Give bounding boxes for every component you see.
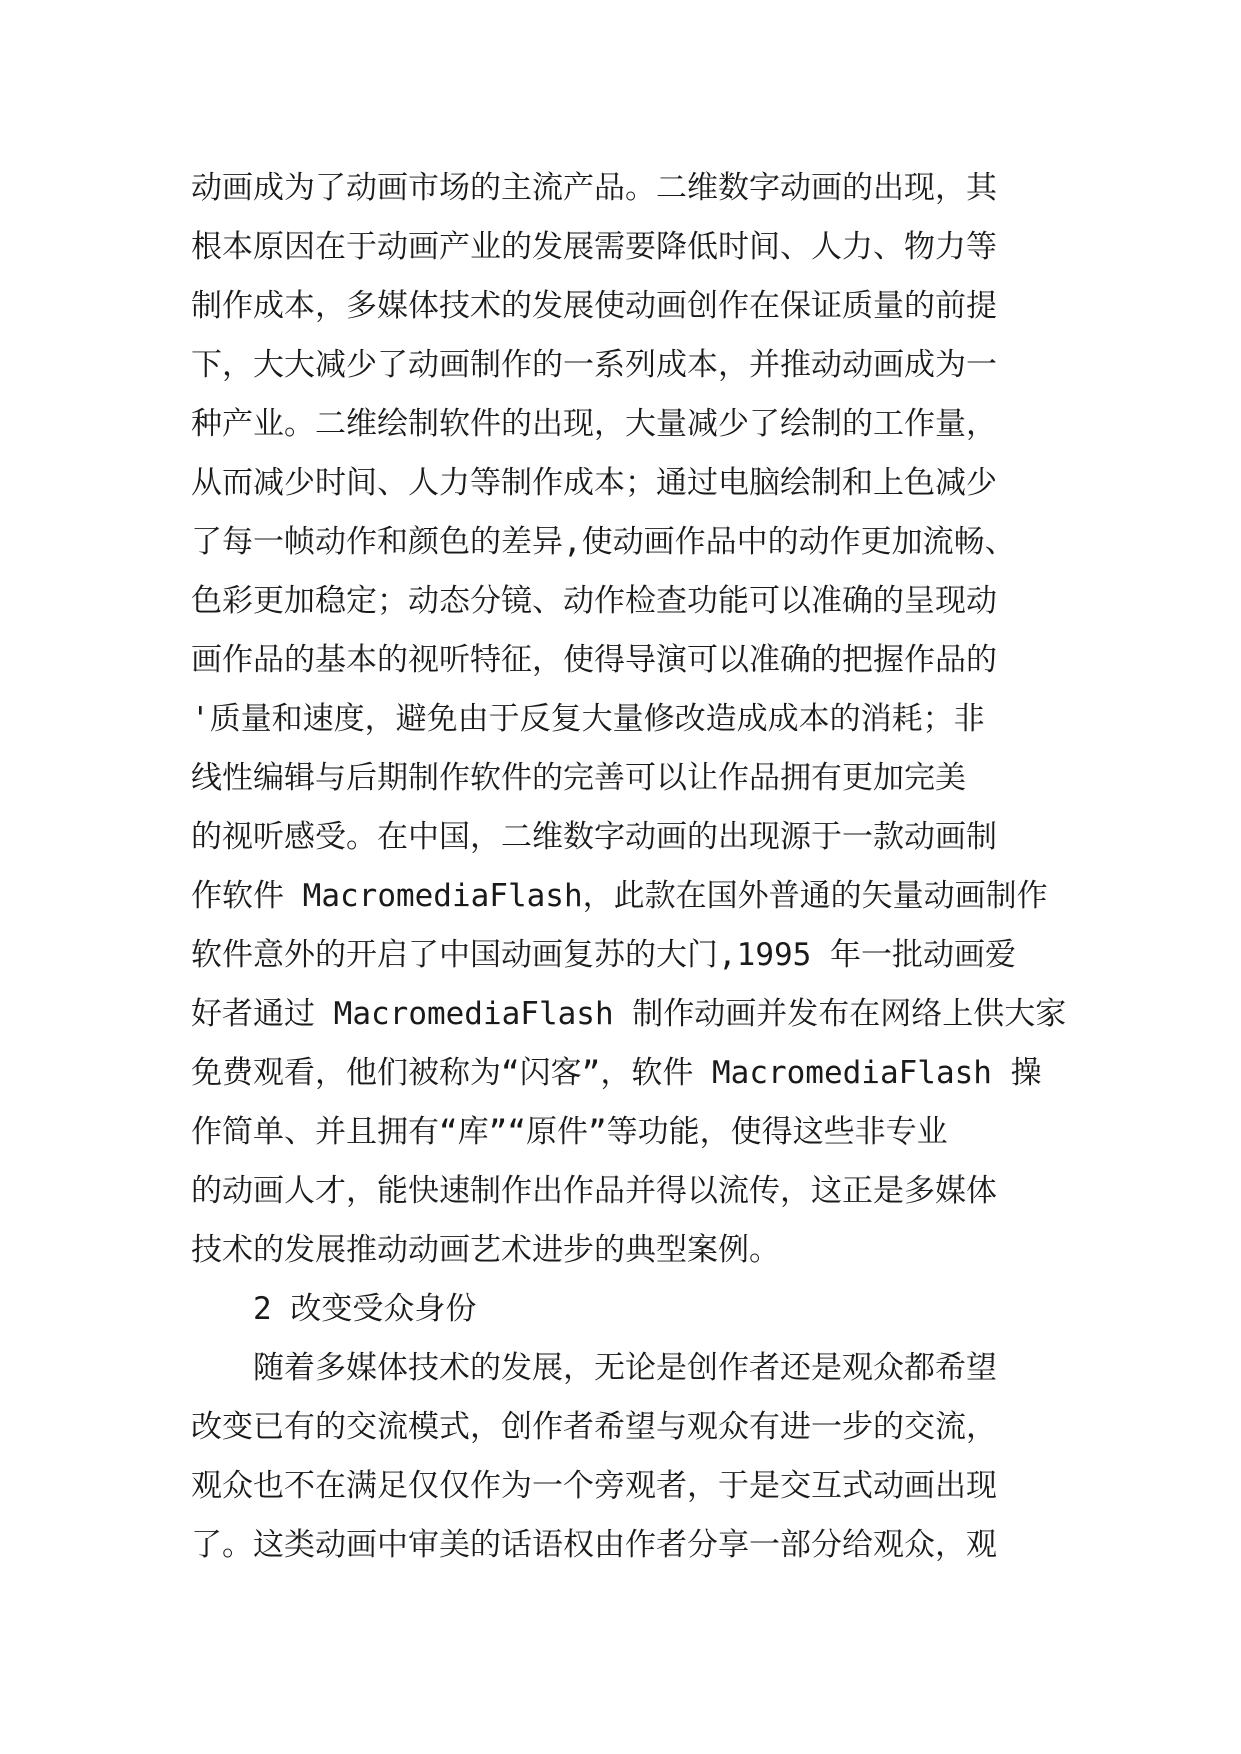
body-text <box>191 159 1071 1575</box>
text-line: 技术的发展推动动画艺术进步的典型案例。 <box>191 1232 780 1268</box>
section-heading: 2 改变受众身份 <box>253 1291 477 1327</box>
text-line: 观众也不在满足仅仅作为一个旁观者，于是交互式动画出现 <box>191 1468 997 1504</box>
text-line: 免费观看，他们被称为“闪客”，软件 MacromediaFlash 操 <box>191 1055 1042 1091</box>
text-line: 种产业。二维绘制软件的出现，大量减少了绘制的工作量， <box>191 406 997 442</box>
text-line: 动画成为了动画市场的主流产品。二维数字动画的出现，其 <box>191 170 997 206</box>
text-line: 作简单、并且拥有“库”“原件”等功能，使得这些非专业 <box>191 1114 948 1150</box>
text-line: 线性编辑与后期制作软件的完善可以让作品拥有更加完美 <box>191 760 966 796</box>
text-line: 随着多媒体技术的发展，无论是创作者还是观众都希望 <box>253 1350 997 1386</box>
text-line: 制作成本，多媒体技术的发展使动画创作在保证质量的前提 <box>191 288 997 324</box>
text-line: 根本原因在于动画产业的发展需要降低时间、人力、物力等 <box>191 229 997 265</box>
text-line: 了每一帧动作和颜色的差异,使动画作品中的动作更加流畅、 <box>191 524 1016 560</box>
text-line: 软件意外的开启了中国动画复苏的大门,1995 年一批动画爱 <box>191 937 1016 973</box>
text-line: 画作品的基本的视听特征，使得导演可以准确的把握作品的 <box>191 642 997 678</box>
text-line: 好者通过 MacromediaFlash 制作动画并发布在网络上供大家 <box>191 996 1067 1032</box>
text-line: 从而减少时间、人力等制作成本；通过电脑绘制和上色减少 <box>191 465 997 501</box>
text-line: 改变已有的交流模式，创作者希望与观众有进一步的交流， <box>191 1409 997 1445</box>
text-line: 色彩更加稳定；动态分镜、动作检查功能可以准确的呈现动 <box>191 583 997 619</box>
text-line: 下，大大减少了动画制作的一系列成本，并推动动画成为一 <box>191 347 997 383</box>
text-line: 的视听感受。在中国，二维数字动画的出现源于一款动画制 <box>191 819 997 855</box>
text-line: 的动画人才，能快速制作出作品并得以流传，这正是多媒体 <box>191 1173 997 1209</box>
text-line: '质量和速度，避免由于反复大量修改造成成本的消耗；非 <box>191 701 985 737</box>
text-line: 作软件 MacromediaFlash，此款在国外普通的矢量动画制作 <box>191 878 1048 914</box>
text-line: 了。这类动画中审美的话语权由作者分享一部分给观众，观 <box>191 1527 997 1563</box>
